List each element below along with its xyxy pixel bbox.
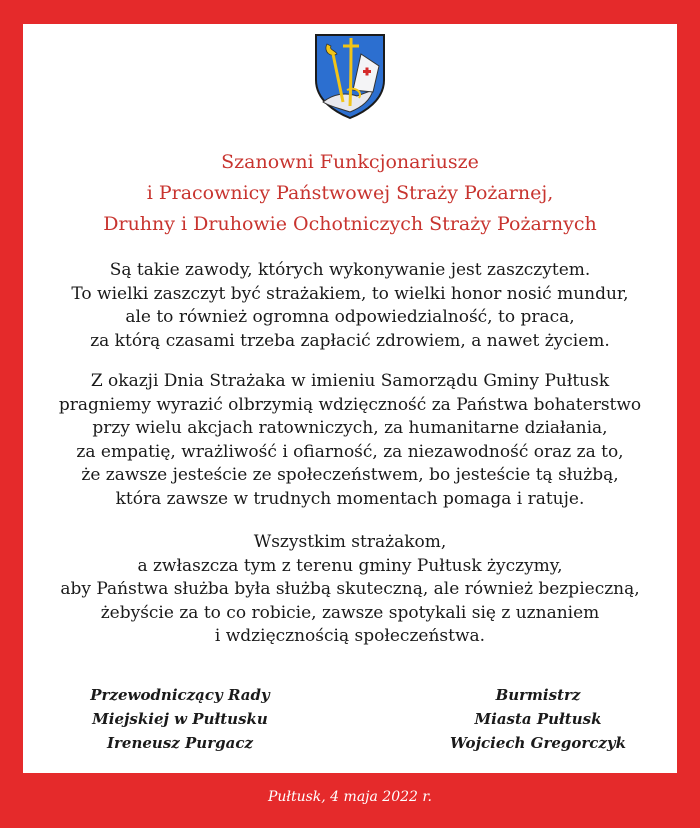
text-line: Są takie zawody, których wykonywanie jest zaszczytem. [109,260,591,280]
text-line: i wdzięcznością społeczeństwa. [214,626,486,646]
signature-council-chair [60,683,300,755]
text-line: za którą czasami trzeba zapłacić zdrowiem, a nawet życiem. [90,330,610,351]
text-line: Wszystkim strażakom, [253,532,447,552]
coat-of-arms-icon [313,32,387,120]
text-line: za empatię, wrażliwość i ofiarność, za niezawodność oraz za to, [76,441,624,462]
paragraph-wishes [23,531,677,649]
text-line: ale to również ogromna odpowiedzialność, to praca, [125,307,575,327]
text-line: Z okazji Dnia Strażaka w imieniu Samorządu Gminy Pułtusk [90,371,610,391]
text-line: przy wielu akcjach ratowniczych, za humanitarne działania, [92,418,608,438]
text-line: a zwłaszcza tym z terenu gminy Pułtusk życzymy, [137,555,563,576]
signature-name: Ireneusz Purgacz [107,734,253,752]
paragraph-intro [23,259,677,353]
signature-title: Przewodniczący Rady [90,686,270,704]
signature-title: Miasta Pułtusk [474,710,602,728]
paragraph-thanks [23,370,677,511]
text-line: która zawsze w trudnych momentach pomaga i ratuje. [115,488,585,509]
footer-date: Pułtusk, 4 maja 2022 r. [268,789,432,805]
text-line: że zawsze jesteście ze społeczeństwem, bo jesteście tą służbą, [81,465,619,485]
greeting-heading [23,147,677,240]
greeting-line-3: Druhny i Druhowie Ochotniczych Straży Pożarnych [103,213,597,235]
signature-title: Miejskiej w Pułtusku [92,710,268,728]
greeting-line-2: i Pracownicy Państwowej Straży Pożarnej, [146,182,554,204]
greeting-line-1: Szanowni Funkcjonariusze [221,151,479,173]
greeting-card [23,24,677,773]
text-line: aby Państwa służba była służbą skuteczną, ale również bezpieczną, [60,579,640,599]
text-line: To wielki zaszczyt być strażakiem, to wielki honor nosić mundur, [71,283,629,304]
text-line: pragniemy wyrazić olbrzymią wdzięczność za Państwa bohaterstwo [58,394,642,415]
text-line: żebyście za to co robicie, zawsze spotykali się z uznaniem [100,602,600,623]
signature-mayor [418,683,658,755]
signature-name: Wojciech Gregorczyk [449,734,627,752]
signature-title: Burmistrz [495,686,581,704]
